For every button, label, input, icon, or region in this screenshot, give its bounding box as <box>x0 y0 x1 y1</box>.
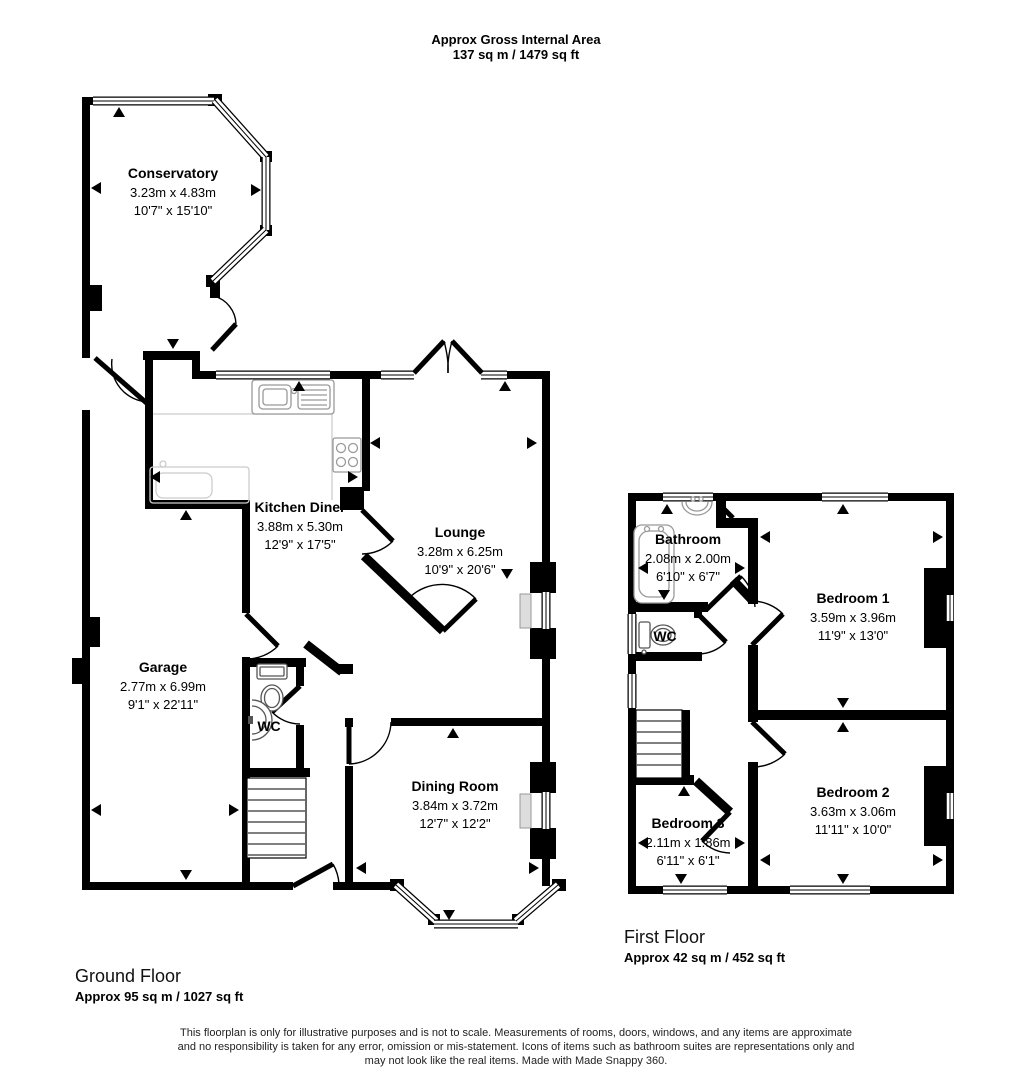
bedroom-1-label: Bedroom 1 <box>816 590 890 606</box>
kitchen-diner-imperial: 12'9" x 17'5" <box>264 537 336 552</box>
wc-label-first: WC <box>653 628 677 644</box>
bedroom-1-metric: 3.59m x 3.96m <box>810 610 896 625</box>
hob-icon <box>333 438 361 472</box>
floor-captions <box>75 927 786 1004</box>
bedroom-3-label: Bedroom 3 <box>651 815 725 831</box>
first-floor-plan <box>628 493 954 894</box>
ground-floor-label: Ground Floor <box>75 966 182 986</box>
page-subtitle: 137 sq m / 1479 sq ft <box>452 47 580 62</box>
header <box>431 32 601 62</box>
dining-room-label: Dining Room <box>411 778 499 794</box>
dining-room-imperial: 12'7" x 12'2" <box>419 816 491 831</box>
dining-room-metric: 3.84m x 3.72m <box>412 798 498 813</box>
page-title: Approx Gross Internal Area <box>431 32 601 47</box>
lounge-imperial: 10'9" x 20'6" <box>424 562 496 577</box>
wc-label-ground: WC <box>257 718 281 734</box>
disclaimer-line-3: may not look like the real items. Made with Made Snappy 360. <box>364 1055 668 1067</box>
lounge-metric: 3.28m x 6.25m <box>417 544 503 559</box>
first-floor-label: First Floor <box>624 927 705 947</box>
bedroom-3-imperial: 6'11" x 6'1" <box>656 853 720 868</box>
conservatory-metric: 3.23m x 4.83m <box>130 185 216 200</box>
bedroom-3-metric: 2.11m x 1.86m <box>645 835 731 850</box>
stairs-icon-ground <box>247 778 306 858</box>
conservatory-label: Conservatory <box>127 165 219 181</box>
ground-floor-area: Approx 95 sq m / 1027 sq ft <box>75 989 244 1004</box>
conservatory-imperial: 10'7" x 15'10" <box>133 203 213 218</box>
bedroom-2-metric: 3.63m x 3.06m <box>810 804 896 819</box>
bedroom-1-imperial: 11'9" x 13'0" <box>817 628 889 643</box>
kitchen-counter <box>150 414 332 503</box>
kitchen-diner-metric: 3.88m x 5.30m <box>257 519 343 534</box>
ground-floor-plan <box>72 94 566 925</box>
bathroom-metric: 2.08m x 2.00m <box>645 551 731 566</box>
bathroom-label: Bathroom <box>654 531 722 547</box>
bedroom-2-label: Bedroom 2 <box>816 784 890 800</box>
disclaimer <box>178 1027 855 1067</box>
bedroom-2-imperial: 11'11" x 10'0" <box>814 822 892 837</box>
garage-label: Garage <box>138 659 188 675</box>
radiator-lounge <box>520 594 531 828</box>
bathroom-imperial: 6'10" x 6'7" <box>655 569 721 584</box>
disclaimer-line-1: This floorplan is only for illustrative purposes and is not to scale. Measurements of rooms, doors, windows, and any items are approximate <box>180 1027 852 1039</box>
first-floor-area: Approx 42 sq m / 452 sq ft <box>624 950 786 965</box>
garage-imperial: 9'1" x 22'11" <box>127 697 199 712</box>
first-floor-room-labels <box>645 531 896 868</box>
lounge-label: Lounge <box>434 524 486 540</box>
kitchen-sink-icon <box>252 380 334 414</box>
disclaimer-line-2: and no responsibility is taken for any error, omission or mis-statement. Icons of items such as bathroom suites are representations only and <box>177 1041 855 1053</box>
garage-metric: 2.77m x 6.99m <box>120 679 206 694</box>
stairs-icon-first <box>636 710 682 778</box>
kitchen-diner-label: Kitchen Diner <box>254 499 346 515</box>
